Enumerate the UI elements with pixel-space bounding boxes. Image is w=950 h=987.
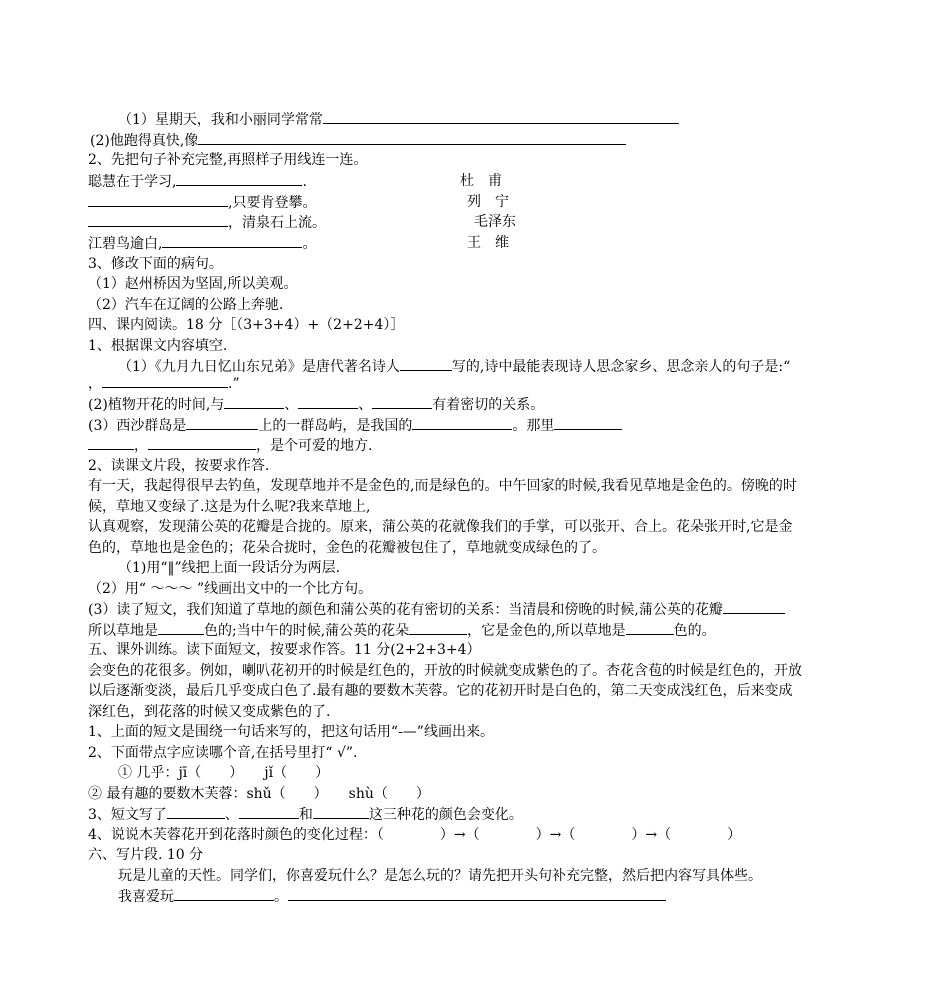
- line-text: 写的,诗中最能表现诗人思念家乡、思念亲人的句子是:“: [451, 359, 791, 375]
- text-line: [88, 436, 372, 454]
- answer-blank[interactable]: [88, 193, 228, 207]
- answer-blank[interactable]: [162, 234, 302, 248]
- answer-blank[interactable]: [288, 887, 666, 901]
- section-heading: 四、课内阅读。18 分［（3+3+4）+（2+2+4）］: [88, 317, 405, 333]
- line-text: (2)他跑得真快,像: [90, 133, 199, 149]
- text-line: （1）赵州桥因为坚固,所以美观。: [88, 276, 298, 292]
- line-text: ,只要肯登攀。: [228, 195, 317, 211]
- text-line: [118, 887, 666, 905]
- text-line: ② 最有趣的要数木芙蓉：shǔ（ ） shù（ ）: [88, 786, 430, 802]
- answer-blank[interactable]: [102, 374, 228, 388]
- passage-line: 会变色的花很多。例如，喇叭花初开的时候是红色的，开放的时候就变成紫色的了。杏花含苞的时候是红色的，开放: [88, 663, 802, 679]
- answer-blank[interactable]: [372, 395, 432, 409]
- line-text: 。: [274, 889, 288, 905]
- line-text: ，: [88, 376, 102, 392]
- passage-line: 有一天，我起得很早去钓鱼，发现草地并不是金色的,而是绿色的。中午回家的时候,我看见草地是金色的。傍晚的时: [88, 478, 797, 494]
- answer-blank[interactable]: [723, 600, 785, 614]
- answer-blank[interactable]: [626, 621, 674, 635]
- line-text: 和: [298, 807, 313, 823]
- line-text: 所以草地是: [88, 623, 158, 639]
- text-line: [118, 357, 790, 375]
- answer-blank[interactable]: [400, 357, 452, 371]
- answer-blank[interactable]: [298, 395, 358, 409]
- text-line: 2、先把句子补充完整,再照样子用线连一连。: [88, 152, 368, 168]
- passage-line: 认真观察，发现蒲公英的花瓣是合拢的。原来，蒲公英的花就像我们的手掌，可以张开、合上。花朵张开时,它是金: [88, 519, 793, 535]
- answer-blank[interactable]: [148, 436, 256, 450]
- answer-blank[interactable]: [174, 887, 274, 901]
- text-line: （2）用“ ～～～ ”线画出文中的一个比方句。: [88, 581, 373, 597]
- poet-name: 杜 甫: [460, 173, 502, 189]
- text-line: [88, 600, 785, 618]
- text-line: 1、根据课文内容填空.: [88, 338, 228, 354]
- section-heading: 六、写片段. 10 分: [88, 847, 204, 863]
- line-text: 聪慧在于学习,: [88, 174, 177, 190]
- text-line: [118, 110, 679, 128]
- line-text: 有着密切的关系。: [432, 397, 545, 413]
- text-line: [88, 805, 523, 823]
- text-line: 2、下面带点字应读哪个音,在括号里打“ √”.: [88, 745, 358, 761]
- answer-blank[interactable]: [186, 416, 258, 430]
- text-line: 玩是儿童的天性。同学们，你喜爱玩什么？是怎么玩的？请先把开头句补充完整，然后把内容写具体些。: [118, 868, 762, 884]
- line-text: 。那里: [512, 418, 555, 434]
- line-text: .”: [228, 376, 240, 392]
- poet-name: 王 维: [467, 235, 509, 251]
- text-line: [88, 193, 316, 211]
- answer-blank[interactable]: [409, 621, 467, 635]
- poet-name: 列 宁: [467, 194, 509, 210]
- text-line: ① 几乎：jī（ ） jǐ（ ）: [118, 765, 330, 781]
- line-text: (2)植物开花的时间,与: [88, 397, 225, 413]
- answer-blank[interactable]: [88, 436, 134, 450]
- line-text: 、: [224, 807, 239, 823]
- text-line: 1、上面的短文是围绕一句话来写的，把这句话用“-—”线画出来。: [88, 724, 494, 740]
- poet-name: 毛泽东: [474, 214, 516, 230]
- text-line: 4、说说木芙蓉花开到花落时颜色的变化过程：（ ）→（ ）→（ ）→（ ）: [88, 827, 742, 843]
- answer-blank[interactable]: [158, 621, 204, 635]
- passage-line: 以后逐渐变淡，最后几乎变成白色了.最有趣的要数木芙蓉。它的花初开时是白色的，第二天变成浅红色，后来变成: [88, 683, 793, 699]
- text-line: （1)用“‖”线把上面一段话分为两层.: [118, 560, 341, 576]
- answer-blank[interactable]: [176, 172, 302, 186]
- text-line: [88, 621, 716, 639]
- line-text: （1）《九月九日忆山东兄弟》是唐代著名诗人: [118, 359, 400, 375]
- passage-line: 深红色，到花落的时候又变成紫色的了.: [88, 704, 331, 720]
- answer-blank[interactable]: [323, 110, 679, 124]
- text-line: [88, 374, 240, 392]
- text-line: [88, 234, 316, 252]
- line-text: 。: [302, 236, 317, 252]
- line-text: 3、短文写了: [88, 807, 167, 823]
- line-text: (3）西沙群岛是: [88, 418, 187, 434]
- text-line: [88, 395, 544, 413]
- line-text: ，它是金色的,所以草地是: [467, 623, 626, 639]
- text-line: （2）汽车在辽阔的公路上奔驰.: [88, 297, 284, 313]
- line-text: .: [302, 174, 307, 190]
- answer-blank[interactable]: [554, 416, 622, 430]
- text-line: [90, 131, 626, 149]
- answer-blank[interactable]: [313, 805, 369, 819]
- line-text: 这三种花的颜色会变化。: [368, 807, 523, 823]
- line-text: 江碧鸟逾白,: [88, 236, 163, 252]
- answer-blank[interactable]: [88, 213, 228, 227]
- answer-blank[interactable]: [198, 131, 626, 145]
- line-text: (3）读了短文，我们知道了草地的颜色和蒲公英的花有密切的关系：当清晨和傍晚的时候,蒲公英的花瓣: [88, 602, 723, 618]
- answer-blank[interactable]: [167, 805, 225, 819]
- section-heading: 五、课外训练。读下面短文，按要求作答。11 分(2+2+3+4）: [88, 642, 481, 658]
- line-text: 、: [358, 397, 373, 413]
- text-line: [88, 213, 326, 231]
- passage-line: 候，草地又变绿了.这是为什么呢?我来草地上,: [88, 499, 371, 515]
- passage-line: 色的，草地也是金色的；花朵合拢时，金色的花瓣被包住了，草地就变成绿色的了。: [88, 540, 606, 556]
- answer-blank[interactable]: [412, 416, 512, 430]
- text-line: [88, 172, 307, 190]
- text-line: 3、修改下面的病句。: [88, 256, 223, 272]
- answer-blank[interactable]: [224, 395, 284, 409]
- answer-blank[interactable]: [239, 805, 299, 819]
- line-text: 上的一群岛屿，是我国的: [258, 418, 413, 434]
- line-text: 色的。: [673, 623, 716, 639]
- line-text: （1）星期天，我和小丽同学常常: [118, 112, 323, 128]
- line-text: 色的;当中午的时候,蒲公英的花朵: [204, 623, 410, 639]
- line-text: ，: [134, 438, 148, 454]
- line-text: 、: [284, 397, 299, 413]
- text-line: 2、读课文片段，按要求作答.: [88, 458, 270, 474]
- line-text: 我喜爱玩: [118, 889, 174, 905]
- line-text: ，清泉石上流。: [228, 215, 326, 231]
- line-text: ，是个可爱的地方.: [256, 438, 373, 454]
- text-line: [88, 416, 622, 434]
